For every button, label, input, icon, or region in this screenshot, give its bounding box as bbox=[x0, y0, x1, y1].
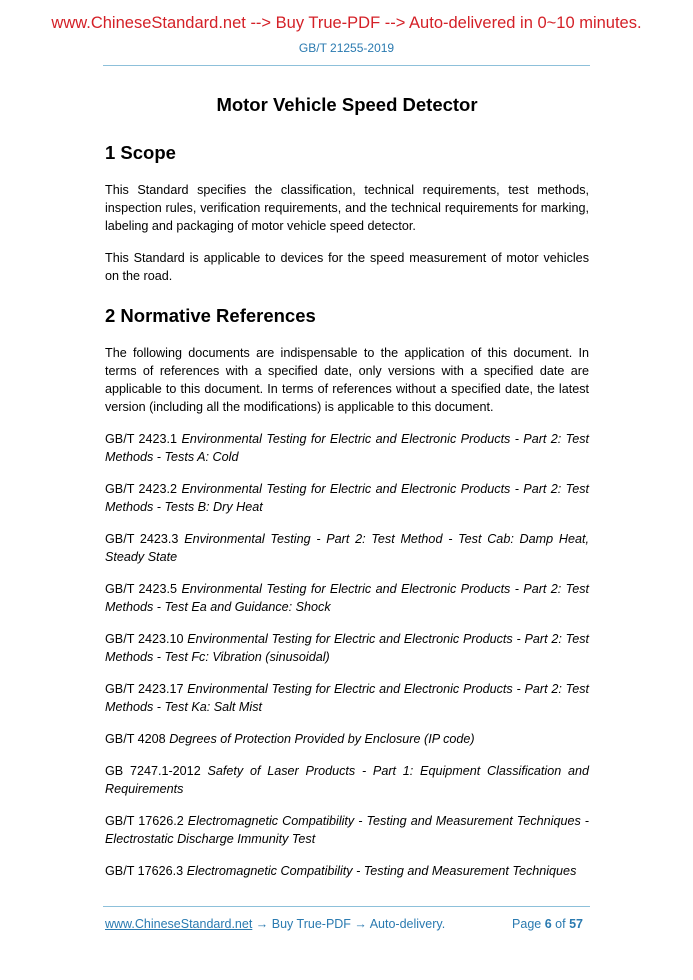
reference-title: Environmental Testing - Part 2: Test Method - Test Cab: Damp Heat, Steady State bbox=[105, 532, 590, 564]
header-divider bbox=[103, 65, 590, 66]
reference-item bbox=[105, 580, 589, 616]
reference-code: GB 7247.1-2012 bbox=[105, 764, 201, 778]
reference-code: GB/T 17626.2 bbox=[105, 814, 184, 828]
reference-item bbox=[105, 762, 589, 798]
reference-title: Environmental Testing for Electric and Electronic Products - Part 2: Test Methods - Test Ea and Guidance: Shock bbox=[105, 582, 590, 614]
footer bbox=[105, 917, 589, 931]
reference-item bbox=[105, 480, 589, 516]
paragraph: The following documents are indispensable to the application of this document. In terms of references with a specified date, only versions with a specified date are applicable to this document. In terms of references without a specified date, the latest version (including all the modifications) is applicable to this document. bbox=[105, 346, 589, 414]
reference-code: GB/T 2423.2 bbox=[105, 482, 178, 496]
reference-title: Degrees of Protection Provided by Enclosure (IP code) bbox=[169, 732, 475, 746]
reference-title: Electromagnetic Compatibility - Testing and Measurement Techniques - Electrostatic Discharge Immunity Test bbox=[105, 814, 590, 846]
promo-banner: www.ChineseStandard.net --> Buy True-PDF --> Auto-delivered in 0~10 minutes. bbox=[51, 14, 642, 32]
reference-code: GB/T 2423.1 bbox=[105, 432, 178, 446]
reference-title: Environmental Testing for Electric and Electronic Products - Part 2: Test Methods - Test Fc: Vibration (sinusoidal) bbox=[105, 632, 589, 664]
page-number: 6 bbox=[544, 917, 552, 931]
reference-code: GB/T 17626.3 bbox=[105, 864, 184, 878]
of-label: of bbox=[555, 917, 566, 931]
reference-item bbox=[105, 862, 589, 880]
page-indicator bbox=[512, 917, 583, 931]
reference-title: Electromagnetic Compatibility - Testing and Measurement Techniques bbox=[186, 864, 577, 878]
document-title: Motor Vehicle Speed Detector bbox=[216, 94, 478, 115]
reference-code: GB/T 2423.3 bbox=[105, 532, 179, 546]
reference-code: GB/T 2423.10 bbox=[105, 632, 184, 646]
document-id: GB/T 21255-2019 bbox=[298, 41, 395, 55]
reference-item bbox=[105, 730, 589, 748]
page-label: Page bbox=[512, 917, 542, 931]
reference-title: Environmental Testing for Electric and Electronic Products - Part 2: Test Methods - Test Ka: Salt Mist bbox=[105, 682, 589, 714]
reference-title: Environmental Testing for Electric and Electronic Products - Part 2: Test Methods - Tests A: Cold bbox=[105, 432, 590, 464]
reference-item bbox=[105, 530, 589, 566]
paragraph: This Standard is applicable to devices for the speed measurement of motor vehicles on the road. bbox=[105, 251, 589, 283]
reference-title: Environmental Testing for Electric and Electronic Products - Part 2: Test Methods - Tests B: Dry Heat bbox=[105, 482, 590, 514]
document-body bbox=[105, 94, 589, 894]
paragraph: This Standard specifies the classification, technical requirements, test methods, inspection rules, verification requirements, and the technical requirements for marking, labeling and packaging of motor vehicle speed detector. bbox=[105, 183, 589, 233]
reference-list bbox=[105, 430, 589, 880]
section-heading-scope: 1 Scope bbox=[105, 142, 176, 163]
reference-item bbox=[105, 630, 589, 666]
reference-item bbox=[105, 812, 589, 848]
footer-text: → Buy True-PDF → Auto-delivery. bbox=[252, 917, 446, 931]
reference-code: GB/T 2423.17 bbox=[105, 682, 184, 696]
reference-item bbox=[105, 680, 589, 716]
reference-code: GB/T 2423.5 bbox=[105, 582, 178, 596]
section-heading-normative-references: 2 Normative References bbox=[105, 305, 316, 326]
reference-title: Safety of Laser Products - Part 1: Equipment Classification and Requirements bbox=[105, 764, 590, 796]
reference-code: GB/T 4208 bbox=[105, 732, 166, 746]
footer-divider bbox=[103, 906, 590, 907]
reference-item bbox=[105, 430, 589, 466]
page-total: 57 bbox=[569, 917, 583, 931]
footer-link[interactable]: www.ChineseStandard.net bbox=[105, 917, 253, 931]
